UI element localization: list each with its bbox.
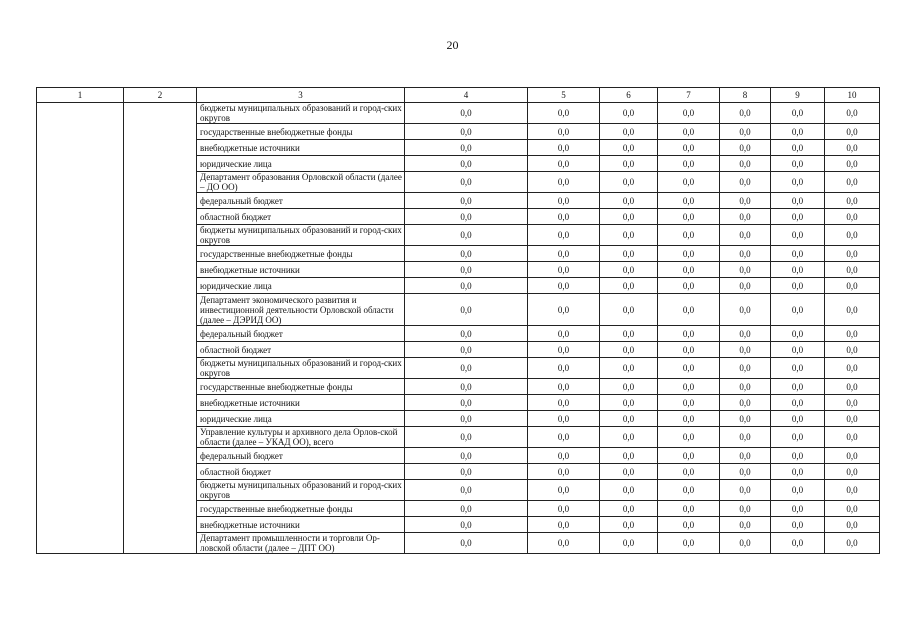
value-cell: 0,0 (528, 517, 600, 533)
row-label: юридические лица (197, 156, 405, 172)
value-cell: 0,0 (771, 533, 825, 554)
row-label: внебюджетные источники (197, 262, 405, 278)
value-cell: 0,0 (825, 501, 880, 517)
row-label: юридические лица (197, 411, 405, 427)
value-cell: 0,0 (825, 427, 880, 448)
value-cell: 0,0 (600, 517, 658, 533)
value-cell: 0,0 (528, 193, 600, 209)
value-cell: 0,0 (600, 156, 658, 172)
value-cell: 0,0 (825, 172, 880, 193)
value-cell: 0,0 (658, 103, 720, 124)
value-cell: 0,0 (771, 124, 825, 140)
value-cell: 0,0 (720, 533, 771, 554)
value-cell: 0,0 (825, 480, 880, 501)
value-cell: 0,0 (658, 342, 720, 358)
value-cell: 0,0 (405, 140, 528, 156)
value-cell: 0,0 (825, 124, 880, 140)
value-cell: 0,0 (720, 480, 771, 501)
value-cell: 0,0 (528, 172, 600, 193)
value-cell: 0,0 (600, 411, 658, 427)
value-cell: 0,0 (720, 225, 771, 246)
value-cell: 0,0 (600, 480, 658, 501)
value-cell: 0,0 (771, 427, 825, 448)
value-cell: 0,0 (771, 395, 825, 411)
value-cell: 0,0 (658, 246, 720, 262)
value-cell: 0,0 (600, 342, 658, 358)
value-cell: 0,0 (658, 172, 720, 193)
column-header-4: 4 (405, 88, 528, 103)
column-header-7: 7 (658, 88, 720, 103)
row-label: областной бюджет (197, 464, 405, 480)
value-cell: 0,0 (600, 294, 658, 326)
value-cell: 0,0 (771, 193, 825, 209)
column-header-6: 6 (600, 88, 658, 103)
value-cell: 0,0 (405, 278, 528, 294)
column-header-9: 9 (771, 88, 825, 103)
value-cell: 0,0 (405, 326, 528, 342)
value-cell: 0,0 (405, 427, 528, 448)
row-label: бюджеты муниципальных образований и город-ских округов (197, 358, 405, 379)
value-cell: 0,0 (825, 262, 880, 278)
value-cell: 0,0 (528, 358, 600, 379)
value-cell: 0,0 (600, 278, 658, 294)
value-cell: 0,0 (658, 379, 720, 395)
value-cell: 0,0 (528, 326, 600, 342)
value-cell: 0,0 (771, 103, 825, 124)
value-cell: 0,0 (720, 124, 771, 140)
value-cell: 0,0 (658, 262, 720, 278)
value-cell: 0,0 (825, 342, 880, 358)
value-cell: 0,0 (528, 379, 600, 395)
value-cell: 0,0 (658, 480, 720, 501)
column-2-cell (124, 103, 197, 554)
value-cell: 0,0 (658, 193, 720, 209)
value-cell: 0,0 (771, 342, 825, 358)
value-cell: 0,0 (720, 103, 771, 124)
value-cell: 0,0 (405, 172, 528, 193)
value-cell: 0,0 (405, 395, 528, 411)
value-cell: 0,0 (658, 427, 720, 448)
row-label: государственные внебюджетные фонды (197, 124, 405, 140)
value-cell: 0,0 (771, 140, 825, 156)
value-cell: 0,0 (720, 517, 771, 533)
value-cell: 0,0 (528, 124, 600, 140)
value-cell: 0,0 (528, 342, 600, 358)
value-cell: 0,0 (528, 533, 600, 554)
value-cell: 0,0 (405, 124, 528, 140)
value-cell: 0,0 (771, 464, 825, 480)
value-cell: 0,0 (528, 225, 600, 246)
row-label: государственные внебюджетные фонды (197, 246, 405, 262)
column-header-2: 2 (124, 88, 197, 103)
column-header-5: 5 (528, 88, 600, 103)
value-cell: 0,0 (825, 326, 880, 342)
value-cell: 0,0 (771, 262, 825, 278)
value-cell: 0,0 (720, 395, 771, 411)
value-cell: 0,0 (771, 294, 825, 326)
column-header-3: 3 (197, 88, 405, 103)
row-label: Департамент экономического развития и инвестиционной деятельности Орловской области (далее – ДЭРИД ОО) (197, 294, 405, 326)
value-cell: 0,0 (600, 427, 658, 448)
value-cell: 0,0 (600, 501, 658, 517)
value-cell: 0,0 (658, 358, 720, 379)
value-cell: 0,0 (720, 294, 771, 326)
value-cell: 0,0 (771, 358, 825, 379)
value-cell: 0,0 (720, 358, 771, 379)
row-label: внебюджетные источники (197, 140, 405, 156)
value-cell: 0,0 (825, 193, 880, 209)
value-cell: 0,0 (771, 448, 825, 464)
table-body (37, 103, 880, 554)
value-cell: 0,0 (658, 517, 720, 533)
value-cell: 0,0 (658, 140, 720, 156)
value-cell: 0,0 (825, 379, 880, 395)
value-cell: 0,0 (405, 448, 528, 464)
value-cell: 0,0 (658, 124, 720, 140)
value-cell: 0,0 (720, 326, 771, 342)
value-cell: 0,0 (658, 395, 720, 411)
value-cell: 0,0 (528, 156, 600, 172)
value-cell: 0,0 (600, 193, 658, 209)
value-cell: 0,0 (771, 209, 825, 225)
row-label: областной бюджет (197, 209, 405, 225)
value-cell: 0,0 (528, 278, 600, 294)
value-cell: 0,0 (720, 411, 771, 427)
value-cell: 0,0 (405, 294, 528, 326)
row-label: внебюджетные источники (197, 517, 405, 533)
value-cell: 0,0 (528, 464, 600, 480)
value-cell: 0,0 (600, 464, 658, 480)
budget-table (36, 87, 880, 554)
value-cell: 0,0 (825, 225, 880, 246)
row-label: бюджеты муниципальных образований и город-ских округов (197, 103, 405, 124)
value-cell: 0,0 (405, 358, 528, 379)
value-cell: 0,0 (658, 326, 720, 342)
table-header-row (37, 88, 880, 103)
value-cell: 0,0 (658, 225, 720, 246)
value-cell: 0,0 (771, 517, 825, 533)
value-cell: 0,0 (600, 103, 658, 124)
value-cell: 0,0 (528, 103, 600, 124)
value-cell: 0,0 (771, 501, 825, 517)
value-cell: 0,0 (528, 501, 600, 517)
row-label: федеральный бюджет (197, 326, 405, 342)
value-cell: 0,0 (405, 411, 528, 427)
value-cell: 0,0 (825, 395, 880, 411)
value-cell: 0,0 (720, 193, 771, 209)
value-cell: 0,0 (771, 172, 825, 193)
value-cell: 0,0 (405, 262, 528, 278)
column-header-1: 1 (37, 88, 124, 103)
value-cell: 0,0 (825, 358, 880, 379)
row-label: внебюджетные источники (197, 395, 405, 411)
row-label: бюджеты муниципальных образований и город-ских округов (197, 225, 405, 246)
value-cell: 0,0 (405, 193, 528, 209)
value-cell: 0,0 (600, 533, 658, 554)
value-cell: 0,0 (600, 379, 658, 395)
value-cell: 0,0 (528, 246, 600, 262)
row-label: государственные внебюджетные фонды (197, 379, 405, 395)
value-cell: 0,0 (600, 262, 658, 278)
value-cell: 0,0 (658, 411, 720, 427)
value-cell: 0,0 (600, 246, 658, 262)
value-cell: 0,0 (600, 358, 658, 379)
value-cell: 0,0 (600, 124, 658, 140)
page-number: 20 (446, 38, 459, 52)
value-cell: 0,0 (825, 294, 880, 326)
value-cell: 0,0 (600, 140, 658, 156)
column-1-cell (37, 103, 124, 554)
value-cell: 0,0 (825, 464, 880, 480)
value-cell: 0,0 (720, 448, 771, 464)
value-cell: 0,0 (771, 246, 825, 262)
value-cell: 0,0 (720, 379, 771, 395)
value-cell: 0,0 (405, 464, 528, 480)
value-cell: 0,0 (771, 480, 825, 501)
value-cell: 0,0 (405, 225, 528, 246)
value-cell: 0,0 (825, 103, 880, 124)
value-cell: 0,0 (405, 209, 528, 225)
row-label: бюджеты муниципальных образований и город-ских округов (197, 480, 405, 501)
value-cell: 0,0 (825, 448, 880, 464)
value-cell: 0,0 (528, 411, 600, 427)
value-cell: 0,0 (528, 427, 600, 448)
value-cell: 0,0 (600, 225, 658, 246)
value-cell: 0,0 (528, 262, 600, 278)
value-cell: 0,0 (771, 278, 825, 294)
column-header-8: 8 (720, 88, 771, 103)
value-cell: 0,0 (720, 172, 771, 193)
column-header-10: 10 (825, 88, 880, 103)
value-cell: 0,0 (405, 342, 528, 358)
value-cell: 0,0 (658, 156, 720, 172)
value-cell: 0,0 (720, 246, 771, 262)
value-cell: 0,0 (825, 209, 880, 225)
value-cell: 0,0 (658, 209, 720, 225)
value-cell: 0,0 (720, 427, 771, 448)
value-cell: 0,0 (405, 501, 528, 517)
value-cell: 0,0 (658, 533, 720, 554)
value-cell: 0,0 (528, 209, 600, 225)
value-cell: 0,0 (405, 480, 528, 501)
value-cell: 0,0 (720, 342, 771, 358)
value-cell: 0,0 (600, 172, 658, 193)
value-cell: 0,0 (720, 464, 771, 480)
value-cell: 0,0 (528, 294, 600, 326)
value-cell: 0,0 (825, 140, 880, 156)
value-cell: 0,0 (600, 209, 658, 225)
value-cell: 0,0 (825, 156, 880, 172)
row-label: областной бюджет (197, 342, 405, 358)
value-cell: 0,0 (771, 225, 825, 246)
row-label: государственные внебюджетные фонды (197, 501, 405, 517)
value-cell: 0,0 (825, 411, 880, 427)
value-cell: 0,0 (405, 103, 528, 124)
value-cell: 0,0 (720, 140, 771, 156)
value-cell: 0,0 (658, 501, 720, 517)
value-cell: 0,0 (528, 448, 600, 464)
row-label: федеральный бюджет (197, 193, 405, 209)
row-label: Департамент образования Орловской области (далее – ДО ОО) (197, 172, 405, 193)
value-cell: 0,0 (528, 140, 600, 156)
value-cell: 0,0 (825, 278, 880, 294)
value-cell: 0,0 (405, 517, 528, 533)
value-cell: 0,0 (405, 379, 528, 395)
table-row (37, 103, 880, 124)
value-cell: 0,0 (600, 326, 658, 342)
value-cell: 0,0 (600, 395, 658, 411)
value-cell: 0,0 (825, 533, 880, 554)
value-cell: 0,0 (405, 246, 528, 262)
value-cell: 0,0 (771, 411, 825, 427)
value-cell: 0,0 (720, 501, 771, 517)
row-label: Управление культуры и архивного дела Орлов-ской области (далее – УКАД ОО), всего (197, 427, 405, 448)
row-label: юридические лица (197, 278, 405, 294)
value-cell: 0,0 (720, 278, 771, 294)
value-cell: 0,0 (658, 448, 720, 464)
row-label: Департамент промышленности и торговли Ор-ловской области (далее – ДПТ ОО) (197, 533, 405, 554)
value-cell: 0,0 (720, 156, 771, 172)
value-cell: 0,0 (658, 294, 720, 326)
value-cell: 0,0 (771, 379, 825, 395)
value-cell: 0,0 (825, 246, 880, 262)
value-cell: 0,0 (720, 262, 771, 278)
value-cell: 0,0 (658, 278, 720, 294)
value-cell: 0,0 (405, 156, 528, 172)
row-label: федеральный бюджет (197, 448, 405, 464)
value-cell: 0,0 (720, 209, 771, 225)
value-cell: 0,0 (658, 464, 720, 480)
value-cell: 0,0 (405, 533, 528, 554)
value-cell: 0,0 (528, 395, 600, 411)
value-cell: 0,0 (528, 480, 600, 501)
value-cell: 0,0 (771, 156, 825, 172)
value-cell: 0,0 (600, 448, 658, 464)
value-cell: 0,0 (771, 326, 825, 342)
value-cell: 0,0 (825, 517, 880, 533)
